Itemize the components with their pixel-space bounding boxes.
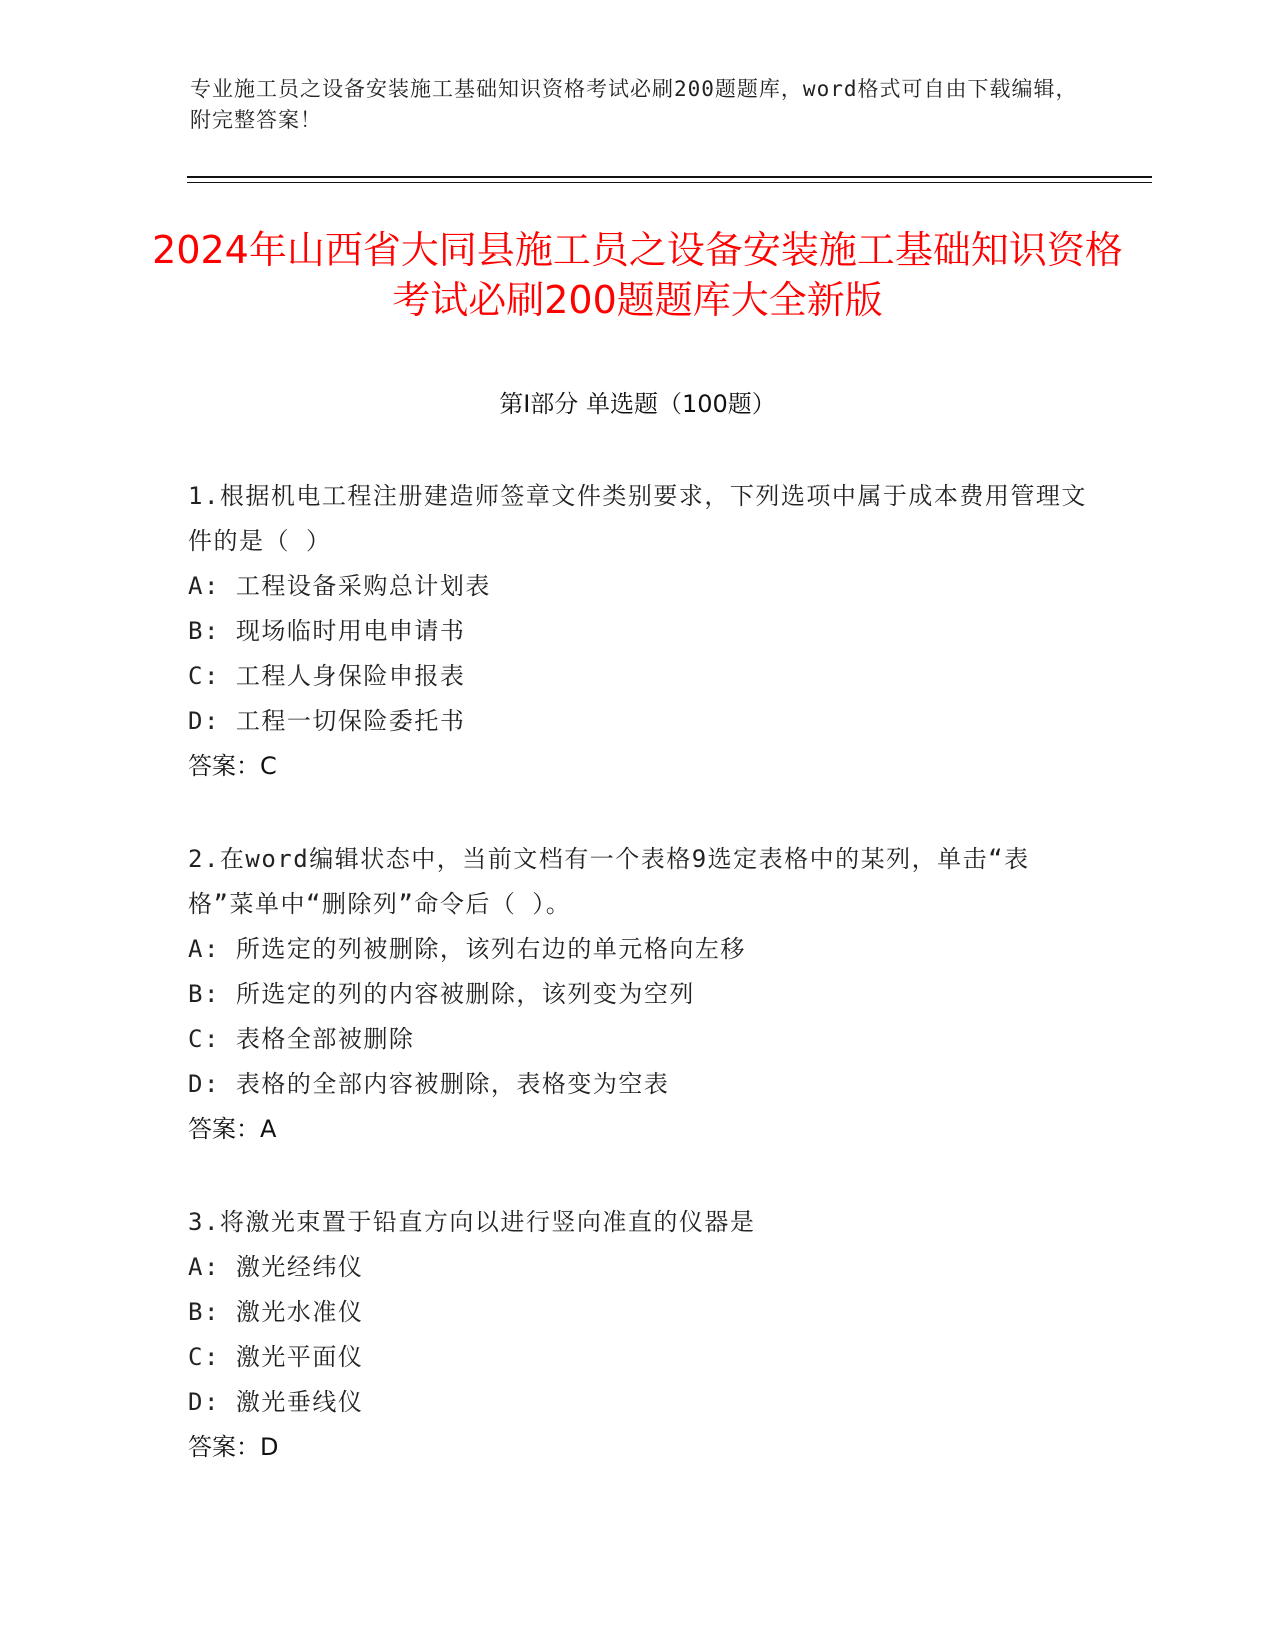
option-c: C: 表格全部被删除 xyxy=(188,1025,415,1053)
option-c: C: 工程人身保险申报表 xyxy=(188,662,466,690)
question-stem: 3.将激光束置于铅直方向以进行竖向准直的仪器是 xyxy=(188,1208,756,1236)
option-a: A: 所选定的列被删除，该列右边的单元格向左移 xyxy=(188,935,746,963)
option-d: D: 激光垂线仪 xyxy=(188,1388,364,1416)
answer: 答案：C xyxy=(188,752,277,780)
answer: 答案：D xyxy=(188,1433,279,1461)
document-title: 2024年山西省大同县施工员之设备安装施工基础知识资格考试必刷200题题库大全新版 xyxy=(152,228,1123,322)
question-1 xyxy=(188,474,1088,789)
option-d: D: 表格的全部内容被删除，表格变为空表 xyxy=(188,1070,670,1098)
option-b: B: 现场临时用电申请书 xyxy=(188,617,466,645)
option-b: B: 激光水准仪 xyxy=(188,1298,364,1326)
option-c: C: 激光平面仪 xyxy=(188,1343,364,1371)
option-a: A: 激光经纬仪 xyxy=(188,1253,364,1281)
header-rule-thick xyxy=(187,176,1152,178)
option-a: A: 工程设备采购总计划表 xyxy=(188,572,491,600)
answer: 答案：A xyxy=(188,1115,277,1143)
option-d: D: 工程一切保险委托书 xyxy=(188,707,466,735)
question-stem: 2.在word编辑状态中，当前文档有一个表格9选定表格中的某列，单击“表格”菜单中“删除列”命令后（ ）。 xyxy=(188,845,1030,918)
question-stem: 1.根据机电工程注册建造师签章文件类别要求，下列选项中属于成本费用管理文件的是（ ） xyxy=(188,482,1087,555)
option-b: B: 所选定的列的内容被删除，该列变为空列 xyxy=(188,980,695,1008)
section-heading: 第Ⅰ部分 单选题（100题） xyxy=(499,390,776,418)
header-rule-thin xyxy=(187,182,1152,183)
question-3 xyxy=(188,1200,1088,1470)
header-note: 专业施工员之设备安装施工基础知识资格考试必刷200题题库，word格式可自由下载编辑，附完整答案！ xyxy=(190,77,1078,132)
question-2 xyxy=(188,837,1088,1152)
